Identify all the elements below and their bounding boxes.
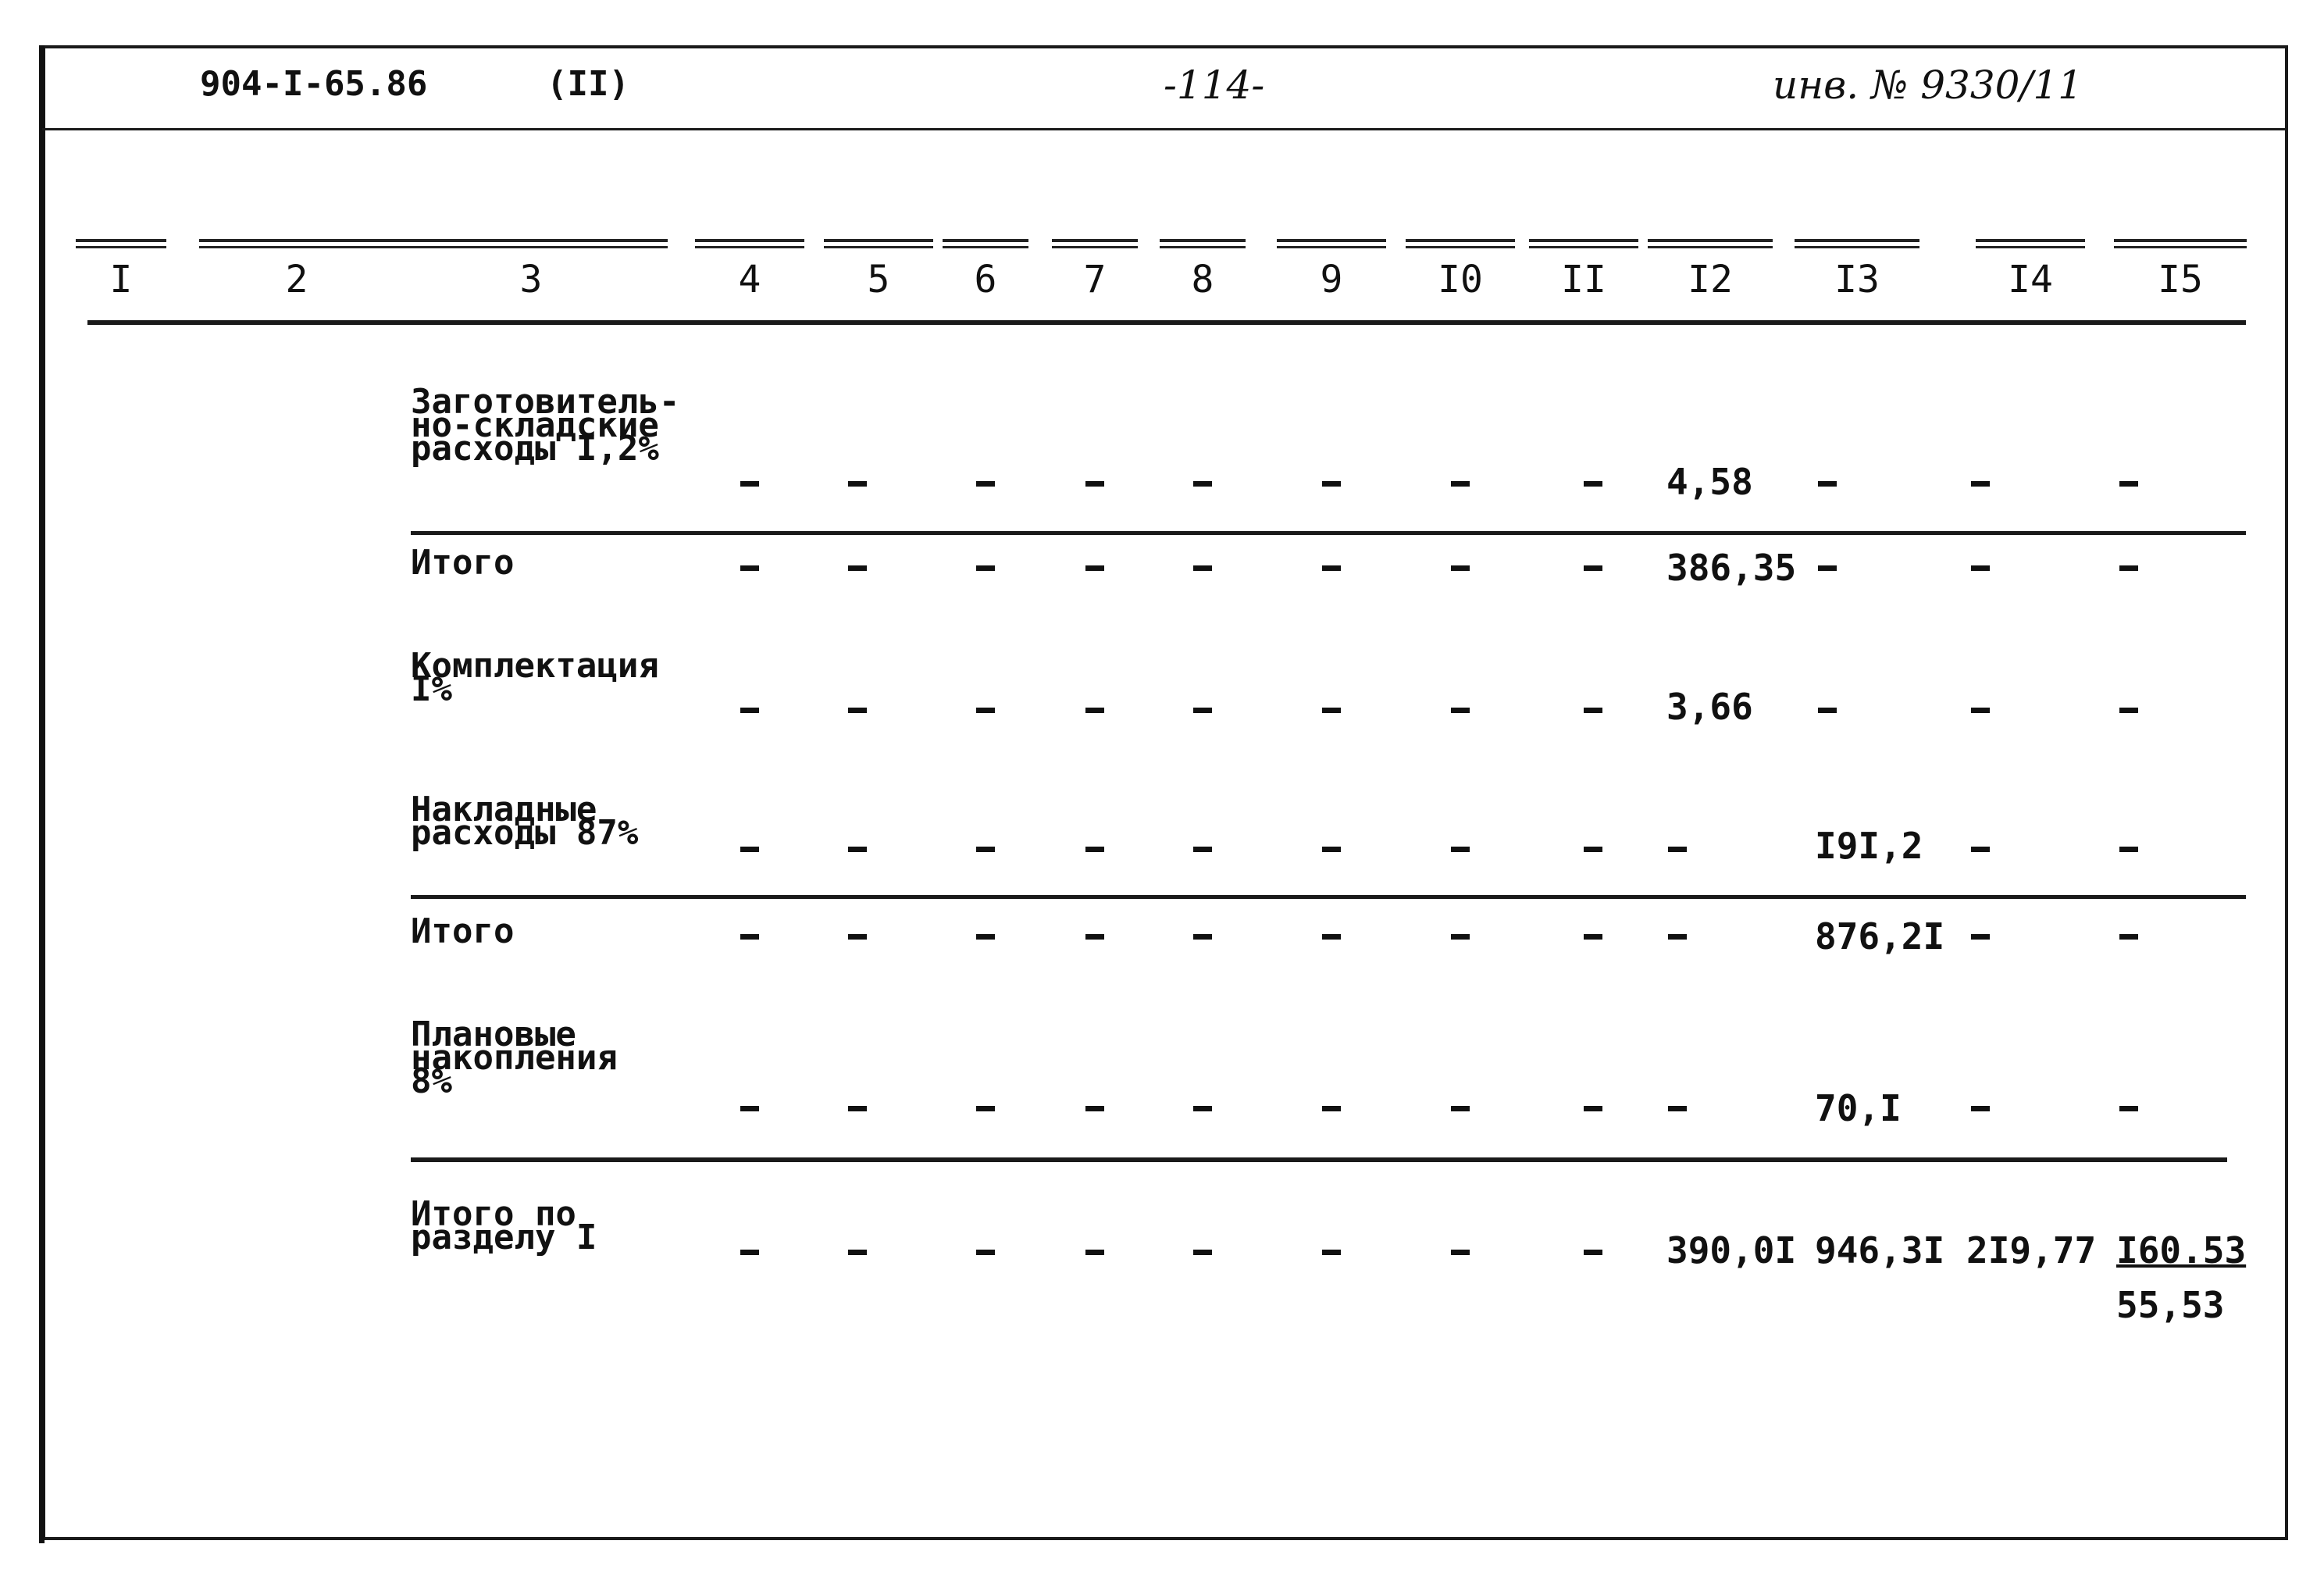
page-number: -114-	[1164, 62, 1265, 108]
section-number: (II)	[547, 64, 629, 104]
empty-cell-dash	[1971, 565, 1990, 571]
column-number: I	[109, 258, 133, 301]
cell-r4-c13: 876,2I	[1815, 915, 1945, 958]
empty-cell-dash	[2119, 1106, 2138, 1111]
empty-cell-dash	[1971, 847, 1990, 852]
empty-cell-dash	[740, 565, 759, 571]
column-header-double-rule	[1160, 239, 1246, 248]
column-header-double-rule	[1052, 239, 1138, 248]
empty-cell-dash	[1193, 565, 1212, 571]
empty-cell-dash	[1584, 565, 1602, 571]
row-label-planned-savings: Плановые накопления 8%	[411, 1015, 618, 1101]
empty-cell-dash	[1451, 708, 1470, 713]
empty-cell-dash	[848, 1106, 867, 1111]
empty-cell-dash	[2119, 934, 2138, 940]
empty-cell-dash	[1085, 1106, 1104, 1111]
column-number: 5	[867, 258, 890, 301]
column-header-double-rule	[1976, 239, 2085, 248]
row-rule	[411, 895, 2246, 899]
empty-cell-dash	[2119, 708, 2138, 713]
empty-cell-dash	[1451, 934, 1470, 940]
empty-cell-dash	[976, 1106, 995, 1111]
empty-cell-dash	[1193, 1106, 1212, 1111]
empty-cell-dash	[1322, 934, 1341, 940]
row-rule	[411, 531, 2246, 535]
empty-cell-dash	[1668, 1106, 1687, 1111]
column-header-double-rule	[394, 239, 668, 248]
row-label-section-total: Итого по разделу I	[411, 1194, 597, 1257]
cell-r6-c12: 390,0I	[1666, 1229, 1797, 1271]
empty-cell-dash	[848, 934, 867, 940]
empty-cell-dash	[1085, 708, 1104, 713]
empty-cell-dash	[2119, 847, 2138, 852]
empty-cell-dash	[1451, 847, 1470, 852]
column-number: 2	[285, 258, 308, 301]
empty-cell-dash	[1193, 847, 1212, 852]
cell-r1-c12: 386,35	[1666, 547, 1797, 589]
empty-cell-dash	[1584, 708, 1602, 713]
empty-cell-dash	[1322, 565, 1341, 571]
empty-cell-dash	[1322, 847, 1341, 852]
empty-cell-dash	[976, 565, 995, 571]
cell-r6-c15: I60.53	[2116, 1229, 2247, 1271]
column-header-double-rule	[1406, 239, 1515, 248]
empty-cell-dash	[1451, 481, 1470, 487]
empty-cell-dash	[976, 934, 995, 940]
empty-cell-dash	[1668, 934, 1687, 940]
empty-cell-dash	[976, 481, 995, 487]
empty-cell-dash	[1451, 565, 1470, 571]
column-number: 3	[519, 258, 543, 301]
column-header-double-rule	[76, 239, 166, 248]
empty-cell-dash	[848, 565, 867, 571]
empty-cell-dash	[1584, 847, 1602, 852]
cell-r5-c13: 70,I	[1815, 1087, 1902, 1129]
empty-cell-dash	[1584, 1250, 1602, 1255]
empty-cell-dash	[1322, 708, 1341, 713]
cell-r6-c14: 2I9,77	[1966, 1229, 2097, 1271]
cell-r0-c12: 4,58	[1666, 461, 1753, 503]
empty-cell-dash	[848, 847, 867, 852]
empty-cell-dash	[740, 847, 759, 852]
empty-cell-dash	[976, 847, 995, 852]
column-number: I0	[1438, 258, 1483, 301]
column-number: 4	[738, 258, 761, 301]
row-label-total-1: Итого	[411, 543, 515, 583]
empty-cell-dash	[1322, 1106, 1341, 1111]
column-number: 8	[1191, 258, 1214, 301]
cell-r6-c13: 946,3I	[1815, 1229, 1945, 1271]
page-frame	[42, 45, 2288, 1540]
empty-cell-dash	[1322, 481, 1341, 487]
empty-cell-dash	[1193, 1250, 1212, 1255]
column-number: I2	[1688, 258, 1733, 301]
column-number: 6	[974, 258, 997, 301]
empty-cell-dash	[1085, 847, 1104, 852]
column-header-double-rule	[1795, 239, 1919, 248]
column-header-rule	[87, 320, 2246, 325]
empty-cell-dash	[1193, 481, 1212, 487]
column-header-double-rule	[1277, 239, 1386, 248]
column-header-double-rule	[824, 239, 933, 248]
empty-cell-dash	[1971, 934, 1990, 940]
row-label-completion: Комплектация I%	[411, 646, 659, 709]
empty-cell-dash	[1971, 708, 1990, 713]
column-header-double-rule	[1648, 239, 1773, 248]
empty-cell-dash	[1584, 1106, 1602, 1111]
row-label-overhead: Накладные расходы 87%	[411, 790, 639, 853]
empty-cell-dash	[1584, 481, 1602, 487]
column-number: I4	[2008, 258, 2053, 301]
empty-cell-dash	[1451, 1250, 1470, 1255]
empty-cell-dash	[740, 481, 759, 487]
cell-r6-c15-sub: 55,53	[2116, 1284, 2225, 1326]
cell-r3-c13: I9I,2	[1815, 825, 1923, 867]
column-header-double-rule	[2114, 239, 2247, 248]
column-header-double-rule	[695, 239, 804, 248]
inventory-number: инв. № 9330/11	[1773, 62, 2083, 108]
empty-cell-dash	[1451, 1106, 1470, 1111]
empty-cell-dash	[976, 708, 995, 713]
empty-cell-dash	[1085, 565, 1104, 571]
empty-cell-dash	[740, 934, 759, 940]
column-header-double-rule	[199, 239, 394, 248]
column-number: I3	[1834, 258, 1880, 301]
empty-cell-dash	[1193, 934, 1212, 940]
empty-cell-dash	[1818, 565, 1837, 571]
empty-cell-dash	[1322, 1250, 1341, 1255]
empty-cell-dash	[848, 708, 867, 713]
row-label-total-2: Итого	[411, 911, 515, 951]
empty-cell-dash	[848, 481, 867, 487]
row-label-procurement: Заготовитель- но-складские расходы I,2%	[411, 382, 680, 469]
empty-cell-dash	[1971, 1106, 1990, 1111]
empty-cell-dash	[1818, 708, 1837, 713]
empty-cell-dash	[1668, 847, 1687, 852]
empty-cell-dash	[848, 1250, 867, 1255]
row-rule	[411, 1157, 2227, 1162]
empty-cell-dash	[740, 708, 759, 713]
column-number: I5	[2158, 258, 2203, 301]
empty-cell-dash	[1085, 481, 1104, 487]
empty-cell-dash	[1584, 934, 1602, 940]
column-header-double-rule	[1529, 239, 1638, 248]
cell-r2-c12: 3,66	[1666, 686, 1753, 728]
empty-cell-dash	[976, 1250, 995, 1255]
frame-left-edge	[39, 45, 45, 1543]
empty-cell-dash	[740, 1106, 759, 1111]
empty-cell-dash	[2119, 565, 2138, 571]
empty-cell-dash	[1085, 1250, 1104, 1255]
column-header-double-rule	[943, 239, 1028, 248]
empty-cell-dash	[1193, 708, 1212, 713]
header-divider	[42, 128, 2288, 130]
empty-cell-dash	[1085, 934, 1104, 940]
doc-code: 904-I-65.86	[200, 64, 428, 104]
column-number: II	[1561, 258, 1606, 301]
empty-cell-dash	[2119, 481, 2138, 487]
column-number: 7	[1083, 258, 1107, 301]
empty-cell-dash	[740, 1250, 759, 1255]
column-number: 9	[1320, 258, 1343, 301]
empty-cell-dash	[1971, 481, 1990, 487]
empty-cell-dash	[1818, 481, 1837, 487]
